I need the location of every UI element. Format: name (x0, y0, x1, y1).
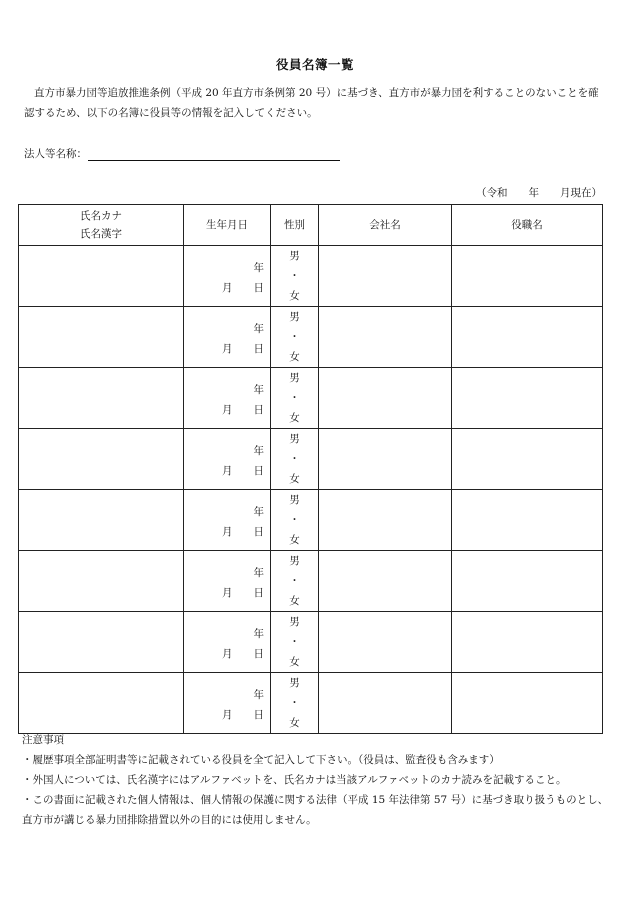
month-day-label: 月 日 (222, 465, 264, 477)
table-row (19, 490, 603, 551)
sex-cell[interactable] (271, 551, 319, 612)
sex-cell[interactable] (271, 673, 319, 734)
table-row (19, 673, 603, 734)
intro-paragraph: 直方市暴力団等追放推進条例（平成 20 年直方市条例第 20 号）に基づき、直方市が暴力団を利することのないことを確認するため、以下の名簿に役員等の情報を記入してください。 (24, 87, 599, 119)
sex-female: 女 (289, 473, 300, 485)
sex-separator: ・ (289, 392, 300, 404)
position-cell[interactable] (452, 368, 603, 429)
header-name (19, 205, 184, 246)
position-cell[interactable] (452, 673, 603, 734)
name-cell[interactable] (19, 612, 184, 673)
birthdate-cell[interactable] (184, 368, 271, 429)
note-item: ・外国人については、氏名漢字にはアルファベットを、氏名カナは当該アルファベットのカナ読みを記載すること。 (22, 774, 567, 786)
sex-male: 男 (289, 555, 300, 567)
birthdate-cell[interactable] (184, 307, 271, 368)
table-row (19, 551, 603, 612)
company-cell[interactable] (319, 429, 452, 490)
sex-separator: ・ (289, 270, 300, 282)
header-company: 会社名 (319, 205, 452, 246)
position-cell[interactable] (452, 612, 603, 673)
name-cell[interactable] (19, 368, 184, 429)
table-row (19, 368, 603, 429)
officer-table (18, 204, 603, 734)
company-cell[interactable] (319, 673, 452, 734)
sex-female: 女 (289, 534, 300, 546)
company-cell[interactable] (319, 307, 452, 368)
corporation-name-field[interactable] (88, 160, 340, 161)
birthdate-cell[interactable] (184, 490, 271, 551)
birthdate-cell[interactable] (184, 429, 271, 490)
sex-separator: ・ (289, 697, 300, 709)
note-item: ・この書面に記載された個人情報は、個人情報の保護に関する法律（平成 15 年法律第 57 号）に基づき取り扱うものとし、直方市が講じる暴力団排除措置以外の目的には使用しません。 (22, 794, 609, 826)
month-day-label: 月 日 (222, 709, 264, 721)
name-cell[interactable] (19, 551, 184, 612)
month-day-label: 月 日 (222, 404, 264, 416)
company-cell[interactable] (319, 368, 452, 429)
header-position: 役職名 (452, 205, 603, 246)
company-cell[interactable] (319, 551, 452, 612)
sex-separator: ・ (289, 575, 300, 587)
birthdate-cell[interactable] (184, 551, 271, 612)
company-cell[interactable] (319, 612, 452, 673)
sex-separator: ・ (289, 331, 300, 343)
birthdate-cell[interactable] (184, 246, 271, 307)
sex-female: 女 (289, 595, 300, 607)
sex-male: 男 (289, 616, 300, 628)
position-cell[interactable] (452, 246, 603, 307)
sex-cell[interactable] (271, 612, 319, 673)
sex-female: 女 (289, 717, 300, 729)
year-label: 年 (253, 506, 264, 518)
sex-cell[interactable] (271, 490, 319, 551)
sex-male: 男 (289, 677, 300, 689)
notes-section (22, 730, 610, 830)
company-cell[interactable] (319, 490, 452, 551)
name-cell[interactable] (19, 490, 184, 551)
year-label: 年 (253, 689, 264, 701)
position-cell[interactable] (452, 551, 603, 612)
year-label: 年 (253, 384, 264, 396)
sex-male: 男 (289, 250, 300, 262)
header-name-kanji: 氏名漢字 (80, 228, 122, 240)
year-label: 年 (253, 445, 264, 457)
sex-male: 男 (289, 311, 300, 323)
sex-cell[interactable] (271, 246, 319, 307)
name-cell[interactable] (19, 246, 184, 307)
month-day-label: 月 日 (222, 526, 264, 538)
header-sex: 性別 (271, 205, 319, 246)
sex-female: 女 (289, 351, 300, 363)
name-cell[interactable] (19, 429, 184, 490)
sex-separator: ・ (289, 453, 300, 465)
birthdate-cell[interactable] (184, 673, 271, 734)
table-row (19, 429, 603, 490)
table-row (19, 612, 603, 673)
birthdate-cell[interactable] (184, 612, 271, 673)
sex-male: 男 (289, 494, 300, 506)
month-day-label: 月 日 (222, 282, 264, 294)
month-day-label: 月 日 (222, 648, 264, 660)
sex-female: 女 (289, 290, 300, 302)
notes-heading: 注意事項 (22, 734, 64, 746)
month-day-label: 月 日 (222, 587, 264, 599)
position-cell[interactable] (452, 490, 603, 551)
year-label: 年 (253, 323, 264, 335)
sex-cell[interactable] (271, 429, 319, 490)
sex-separator: ・ (289, 514, 300, 526)
name-cell[interactable] (19, 307, 184, 368)
corporation-name-label: 法人等名称： (24, 148, 87, 160)
position-cell[interactable] (452, 429, 603, 490)
year-label: 年 (253, 567, 264, 579)
sex-cell[interactable] (271, 307, 319, 368)
sex-separator: ・ (289, 636, 300, 648)
year-label: 年 (253, 262, 264, 274)
company-cell[interactable] (319, 246, 452, 307)
sex-male: 男 (289, 433, 300, 445)
page-title: 役員名簿一覧 (275, 57, 354, 72)
sex-female: 女 (289, 656, 300, 668)
header-name-kana: 氏名カナ (80, 210, 122, 222)
header-birthdate: 生年月日 (184, 205, 271, 246)
sex-male: 男 (289, 372, 300, 384)
sex-cell[interactable] (271, 368, 319, 429)
sex-female: 女 (289, 412, 300, 424)
table-row (19, 246, 603, 307)
note-item: ・履歴事項全部証明書等に記載されている役員を全て記入して下さい。（役員は、監査役も含みます） (22, 754, 500, 766)
table-row (19, 307, 603, 368)
year-label: 年 (253, 628, 264, 640)
position-cell[interactable] (452, 307, 603, 368)
month-day-label: 月 日 (222, 343, 264, 355)
table-header-row (19, 205, 603, 246)
as-of-date: （令和 年 月現在） (476, 187, 602, 199)
name-cell[interactable] (19, 673, 184, 734)
